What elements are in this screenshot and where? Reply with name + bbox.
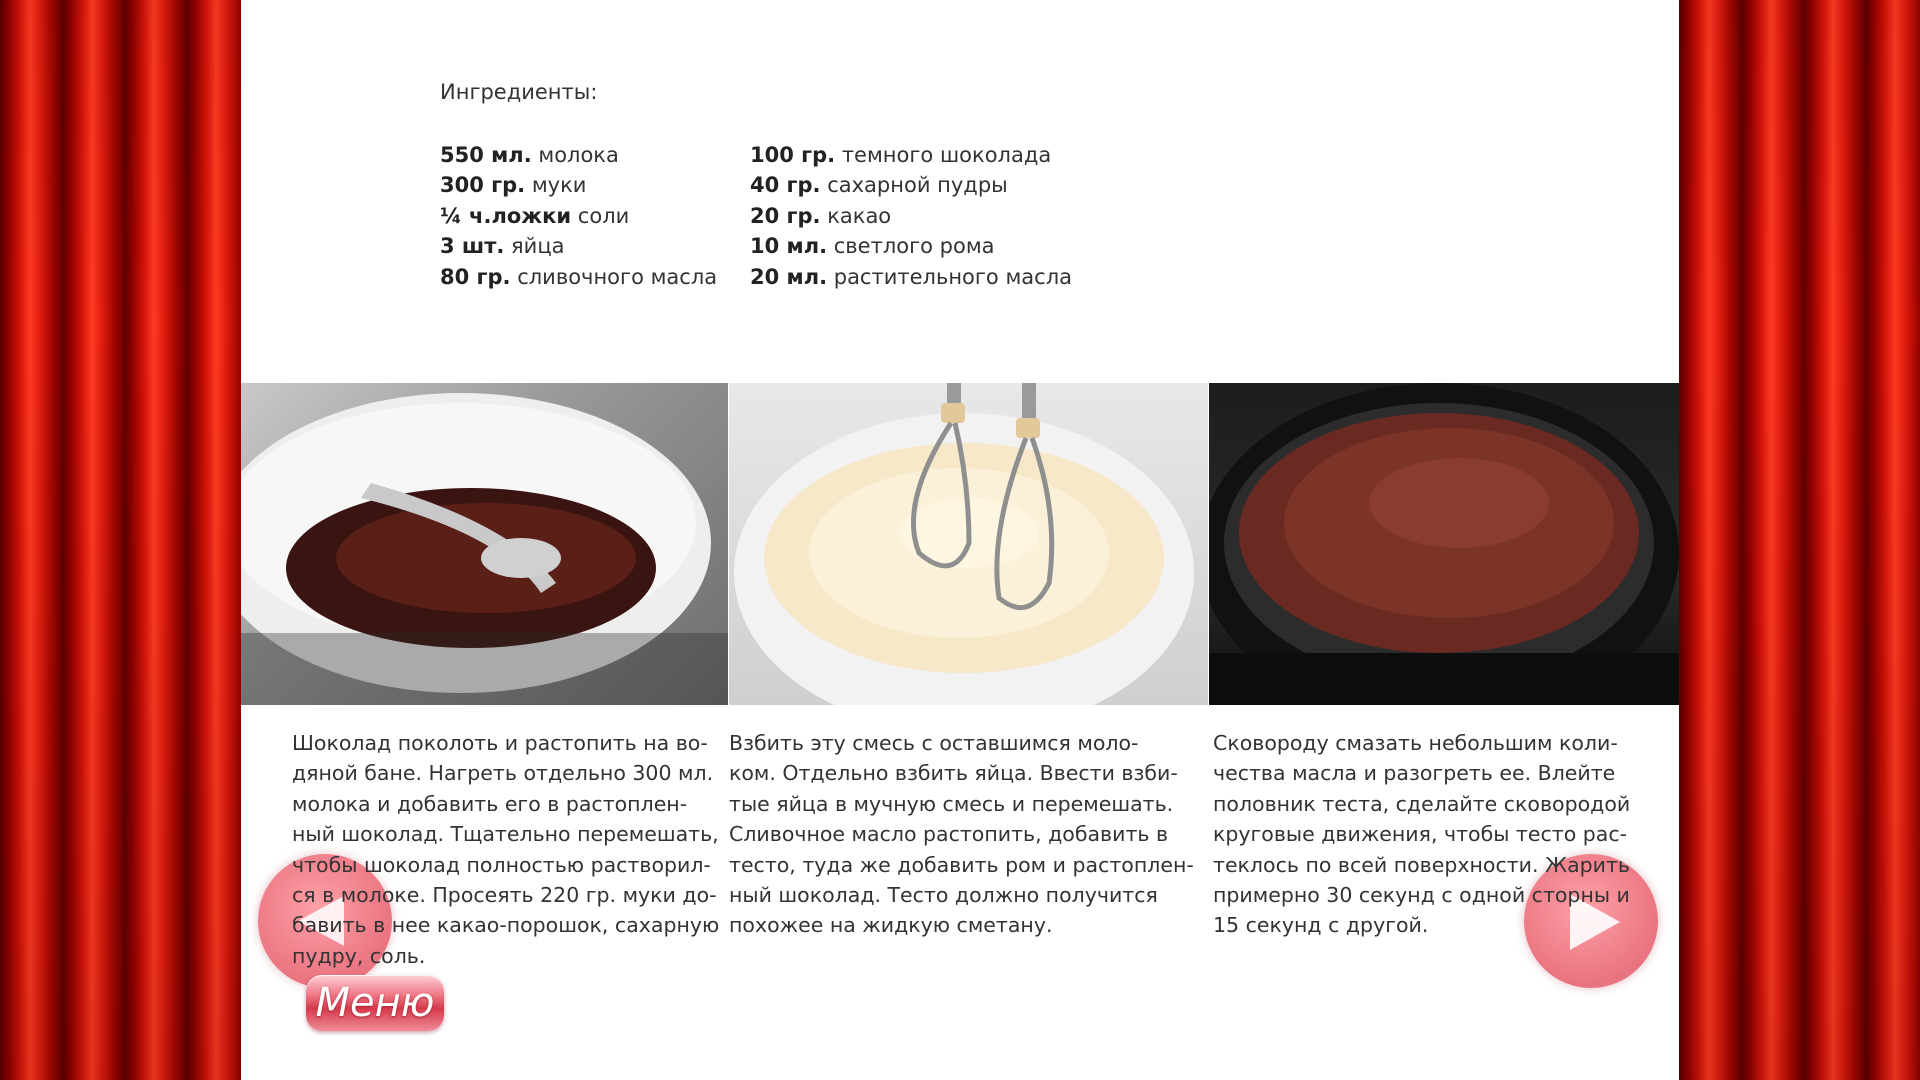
photo-strip	[241, 383, 1679, 705]
curtain-left	[0, 0, 241, 1080]
ingredient-row: 10 мл. светлого рома	[750, 234, 995, 259]
step-1-text: Шоколад поколоть и растопить на во- дяной бане. Нагреть отдельно 300 мл. молока и добавить его в растоплен- ный шоколад. Тщательно перемешать, чтобы шоколад полностью растворил- ся в молоке. Просеять 220 гр. муки до- бавить в нее какао-порошок, сахарную пудру, соль.	[292, 731, 720, 968]
recipe-page	[241, 0, 1679, 1080]
step-3-text: Сковороду смазать небольшим коли- чества масла и разогреть ее. Влейте половник теста, сделайте сковородой круговые движения, чтобы тесто рас- теклось по всей поверхности. Жарить примерно 30 секунд с одной сторны и 15 секунд с другой.	[1213, 731, 1631, 938]
ingredients-heading: Ингредиенты:	[440, 80, 598, 104]
chocolate-pancake-pan-photo	[1209, 383, 1679, 705]
ingredients-column-2	[750, 140, 1072, 292]
curtain-right	[1679, 0, 1920, 1080]
ingredient-row: 80 гр. сливочного масла	[440, 264, 718, 289]
ingredient-row: 100 гр. темного шоколада	[750, 143, 1052, 167]
melted-chocolate-photo	[241, 383, 728, 705]
ingredients-column-1	[440, 140, 717, 292]
ingredient-row: 550 мл. молока	[440, 143, 619, 167]
step-2-text: Взбить эту смесь с оставшимся моло- ком. Отдельно взбить яйца. Ввести взби- тые яйца в мучную смесь и перемешать. Сливочное масло растопить, добавить в тесто, туда же добавить ром и растоплен- ный шоколад. Тесто должно получится похожее на жидкую сметану.	[729, 731, 1194, 938]
ingredient-row: 20 гр. какао	[750, 203, 892, 228]
whisked-batter-photo	[729, 383, 1208, 705]
ingredient-row: ¼ ч.ложки соли	[440, 203, 630, 228]
ingredient-row: 20 мл. растительного масла	[750, 264, 1072, 289]
ingredient-row: 3 шт. яйца	[440, 234, 565, 259]
menu-button[interactable]: Меню	[306, 975, 444, 1031]
ingredient-row: 300 гр. муки	[440, 173, 587, 198]
ingredient-row: 40 гр. сахарной пудры	[750, 173, 1008, 198]
